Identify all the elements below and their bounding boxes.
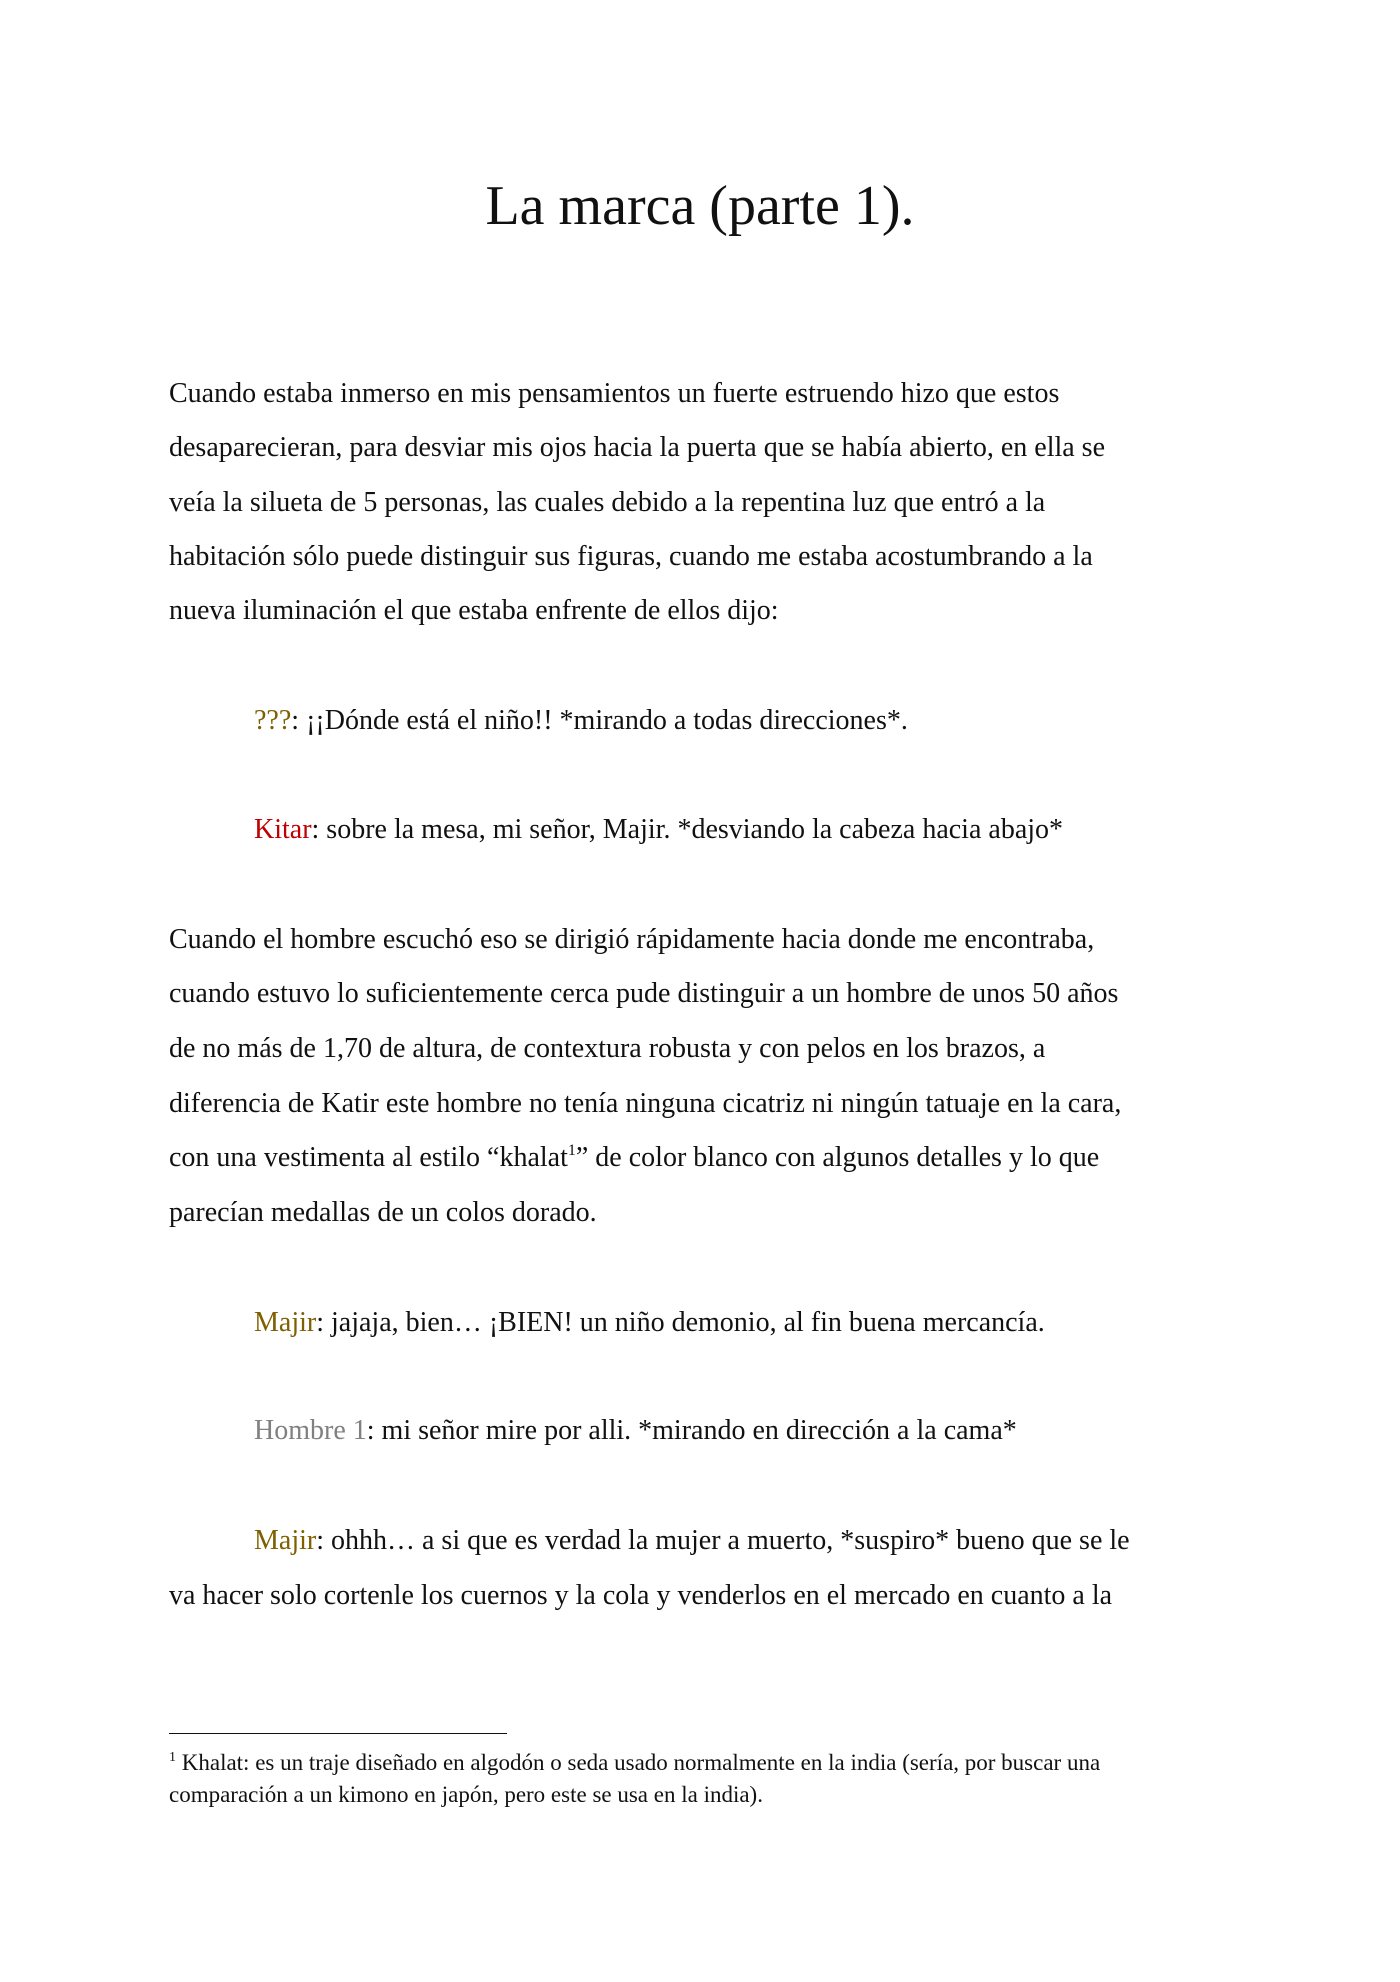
paragraph-1-line: Cuando estaba inmerso en mis pensamientos un fuerte estruendo hizo que estos	[169, 378, 1060, 409]
speaker-name: Kitar	[254, 814, 312, 845]
paragraph-2-line: diferencia de Katir este hombre no tenía ninguna cicatriz ni ningún tatuaje en la cara,	[169, 1088, 1122, 1119]
dialogue-text: : ¡¡Dónde está el niño!! *mirando a todas direcciones*.	[291, 705, 908, 736]
footnote-reference: 1	[567, 1142, 576, 1159]
paragraph-1-line: habitación sólo puede distinguir sus figuras, cuando me estaba acostumbrando a la	[169, 541, 1093, 572]
dialogue-line	[254, 1514, 1130, 1568]
paragraph-2-line: de no más de 1,70 de altura, de contextura robusta y con pelos en los brazos, a	[169, 1033, 1046, 1064]
line-text: ” de color blanco con algunos detalles y lo que	[575, 1142, 1100, 1173]
paragraph-1-line: nueva iluminación el que estaba enfrente de ellos dijo:	[169, 595, 779, 626]
line-text: con una vestimenta al estilo “khalat	[169, 1142, 568, 1173]
paragraph-1-line: desaparecieran, para desviar mis ojos hacia la puerta que se había abierto, en ella se	[169, 432, 1106, 463]
dialogue-text: : sobre la mesa, mi señor, Majir. *desviando la cabeza hacia abajo*	[311, 814, 1064, 845]
page-title: La marca (parte 1).	[485, 175, 915, 237]
dialogue-text: : mi señor mire por alli. *mirando en dirección a la cama*	[366, 1415, 1017, 1446]
paragraph-2-line: cuando estuvo lo suficientemente cerca pude distinguir a un hombre de unos 50 años	[169, 978, 1119, 1009]
footnote-line: comparación a un kimono en japón, pero este se usa en la india).	[169, 1782, 763, 1807]
footnote-marker: 1	[169, 1750, 176, 1765]
dialogue-continuation-line: va hacer solo cortenle los cuernos y la cola y venderlos en el mercado en cuanto a la	[169, 1580, 1113, 1611]
paragraph-2-line: parecían medallas de un colos dorado.	[169, 1197, 597, 1228]
speaker-name: Hombre 1	[254, 1415, 367, 1446]
dialogue-line	[254, 803, 1063, 857]
dialogue-line	[254, 1404, 1017, 1458]
paragraph-2-line: Cuando el hombre escuchó eso se dirigió rápidamente hacia donde me encontraba,	[169, 924, 1095, 955]
speaker-name: Majir	[254, 1525, 317, 1556]
paragraph-2-line	[169, 1131, 1099, 1185]
dialogue-text: : jajaja, bien… ¡BIEN! un niño demonio, al fin buena mercancía.	[316, 1307, 1045, 1338]
paragraph-1-line: veía la silueta de 5 personas, las cuales debido a la repentina luz que entró a la	[169, 487, 1046, 518]
dialogue-line	[254, 1296, 1045, 1350]
footnote-separator	[169, 1733, 507, 1734]
speaker-name: ???	[254, 705, 292, 736]
speaker-name: Majir	[254, 1307, 317, 1338]
footnote-text: Khalat: es un traje diseñado en algodón o seda usado normalmente en la india (sería, por buscar una	[176, 1750, 1101, 1775]
dialogue-line	[254, 694, 908, 748]
dialogue-text: : ohhh… a si que es verdad la mujer a muerto, *suspiro* bueno que se le	[316, 1525, 1130, 1556]
footnote-line	[169, 1747, 1100, 1778]
